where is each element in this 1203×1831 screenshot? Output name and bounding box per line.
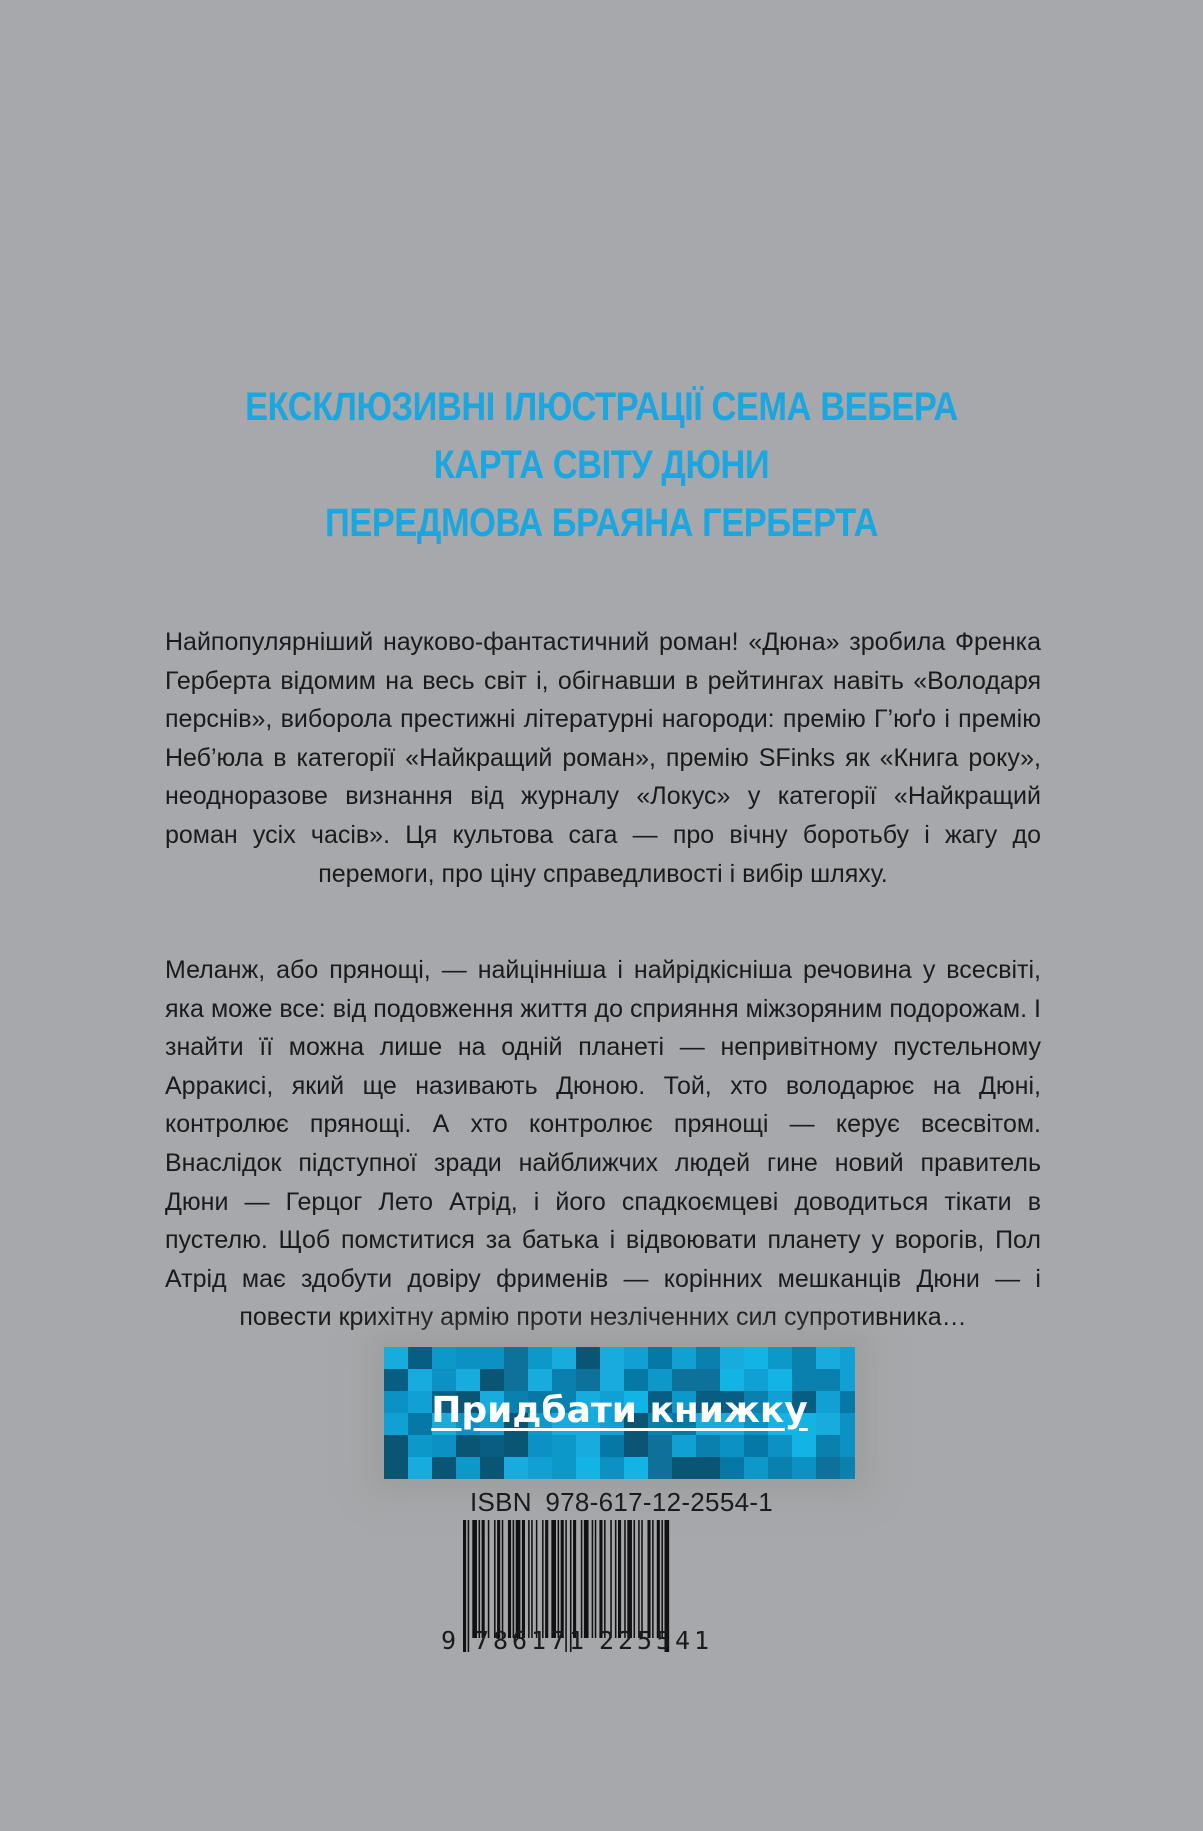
barcode-digit: 2 xyxy=(618,1626,634,1655)
barcode-digit: 5 xyxy=(637,1626,653,1655)
feature-illustrations: ЕКСКЛЮЗИВНІ ІЛЮСТРАЦІЇ СЕМА ВЕБЕРА xyxy=(245,385,958,429)
feature-headlines xyxy=(0,378,1203,552)
barcode-digit: 5 xyxy=(656,1626,672,1655)
barcode-digit: 7 xyxy=(550,1626,566,1655)
barcode-digit: 7 xyxy=(474,1626,490,1655)
barcode-digits xyxy=(441,1624,753,1658)
buy-button-label: Придбати книжку xyxy=(431,1390,808,1431)
barcode-digit: 1 xyxy=(694,1626,710,1655)
barcode-digit: 1 xyxy=(569,1626,585,1655)
isbn-number: ISBN 978-617-12-2554-1 xyxy=(469,1487,774,1517)
barcode-digit: 9 xyxy=(441,1626,457,1655)
feature-map: КАРТА СВІТУ ДЮНИ xyxy=(433,443,770,487)
feature-foreword: ПЕРЕДМОВА БРАЯНА ГЕРБЕРТА xyxy=(325,501,878,545)
buy-book-button[interactable] xyxy=(384,1347,855,1479)
description-paragraph-awards: Найпопулярніший науково-фантастичний роман! «Дюна» зробила Френка Герберта відомим на весь світ і, обігнавши в рейтингах навіть «Володаря перснів», виборола престижні літературні нагороди: премію Г’юґо і премію Неб’юла в категорії «Найкращий роман», премію SFinks як «Книга року», неодноразове визнання від журналу «Локус» у категорії «Найкращий роман усіх часів». Ця культова сага — про вічну боротьбу і жагу до перемоги, про ціну справедливості і вибір шляху. xyxy=(165,628,1041,888)
barcode-digit: 2 xyxy=(599,1626,615,1655)
barcode-digit: 8 xyxy=(493,1626,509,1655)
barcode-digit: 4 xyxy=(675,1626,691,1655)
barcode-digit: 1 xyxy=(531,1626,547,1655)
barcode-digit: 6 xyxy=(512,1626,528,1655)
description-paragraph-plot: Меланж, або прянощі, — найцінніша і найрідкісніша речовина у всесвіті, яка може все: від подовження життя до сприяння міжзоряним подорожам. І знайти її можна лише на одній планеті — непривітному пустельному Арракисі, який ще називають Дюною. Той, хто володарює на Дюні, контролює прянощі. А хто контролює прянощі — керує всесвітом. Внаслідок підступної зради найближчих людей гине новий правитель Дюни — Герцог Лето Атрід, і його спадкоємцеві доводиться тікати в пустелю. Щоб помститися за батька і відвоювати планету у ворогів, Пол Атрід має здобути довіру фрименів — корінних мешканців Дюни — і повести крихітну армію проти незліченних сил супротивника… xyxy=(165,956,1041,1332)
